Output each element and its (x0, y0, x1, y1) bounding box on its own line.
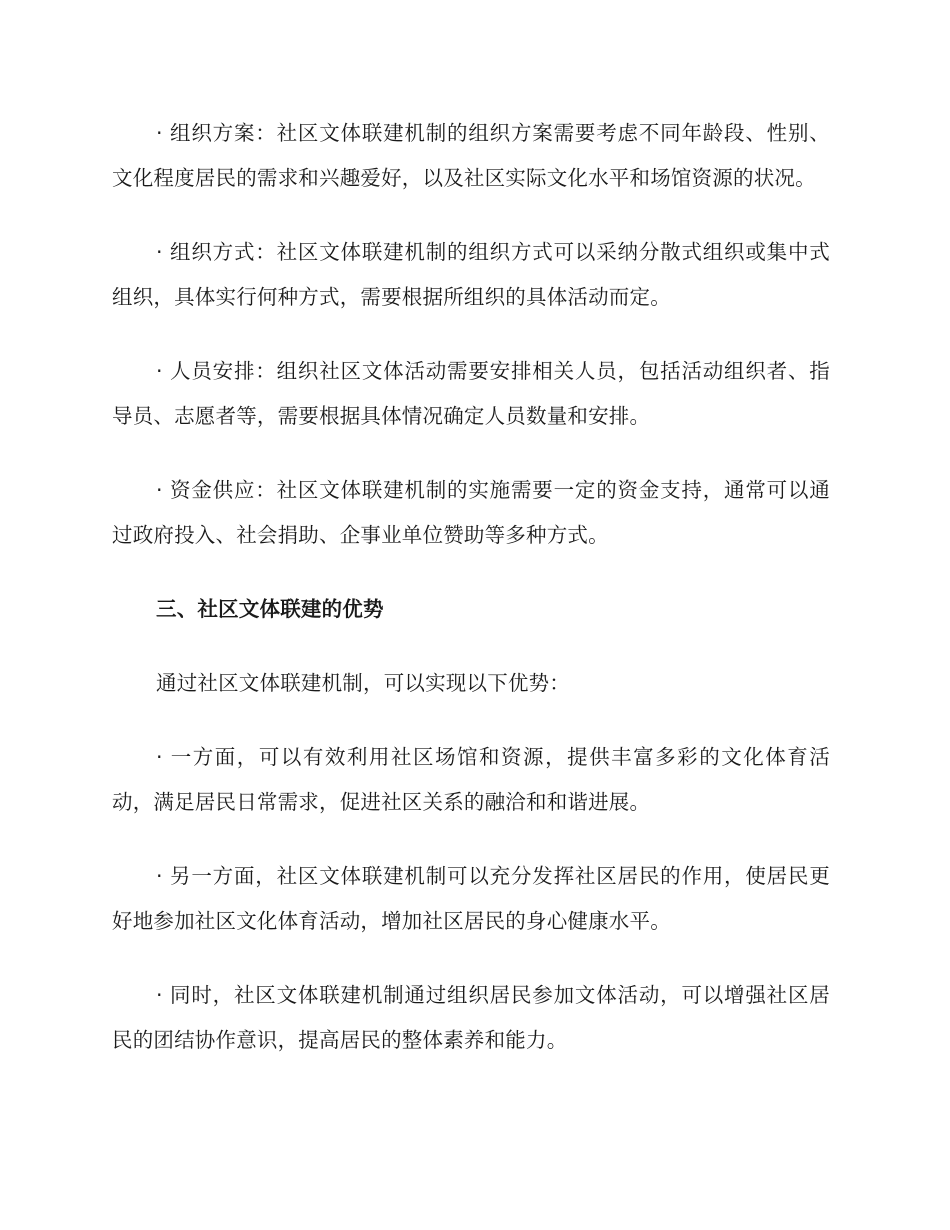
document-body (112, 111, 830, 1092)
paragraph-intro: 通过社区文体联建机制，可以实现以下优势： (156, 671, 570, 695)
paragraph-advantage-3: · 同时，社区文体联建机制通过组织居民参加文体活动，可以增强社区居民的团结协作意识，提高居民的整体素养和能力。 (112, 983, 830, 1052)
paragraph-advantage-2: · 另一方面，社区文体联建机制可以充分发挥社区居民的作用，使居民更好地参加社区文化体育活动，增加社区居民的身心健康水平。 (112, 864, 830, 933)
section-heading: 三、社区文体联建的优势 (156, 597, 384, 621)
paragraph-organization-plan: · 组织方案：社区文体联建机制的组织方案需要考虑不同年龄段、性别、文化程度居民的需求和兴趣爱好，以及社区实际文化水平和场馆资源的状况。 (112, 121, 830, 190)
paragraph-funding: · 资金供应：社区文体联建机制的实施需要一定的资金支持，通常可以通过政府投入、社会捐助、企事业单位赞助等多种方式。 (112, 478, 830, 547)
paragraph-organization-method: · 组织方式：社区文体联建机制的组织方式可以采纳分散式组织或集中式组织，具体实行何种方式，需要根据所组织的具体活动而定。 (112, 240, 830, 309)
paragraph-staffing: · 人员安排：组织社区文体活动需要安排相关人员，包括活动组织者、指导员、志愿者等，需要根据具体情况确定人员数量和安排。 (112, 359, 830, 428)
paragraph-advantage-1: · 一方面，可以有效利用社区场馆和资源，提供丰富多彩的文化体育活动，满足居民日常需求，促进社区关系的融洽和和谐进展。 (112, 745, 830, 814)
